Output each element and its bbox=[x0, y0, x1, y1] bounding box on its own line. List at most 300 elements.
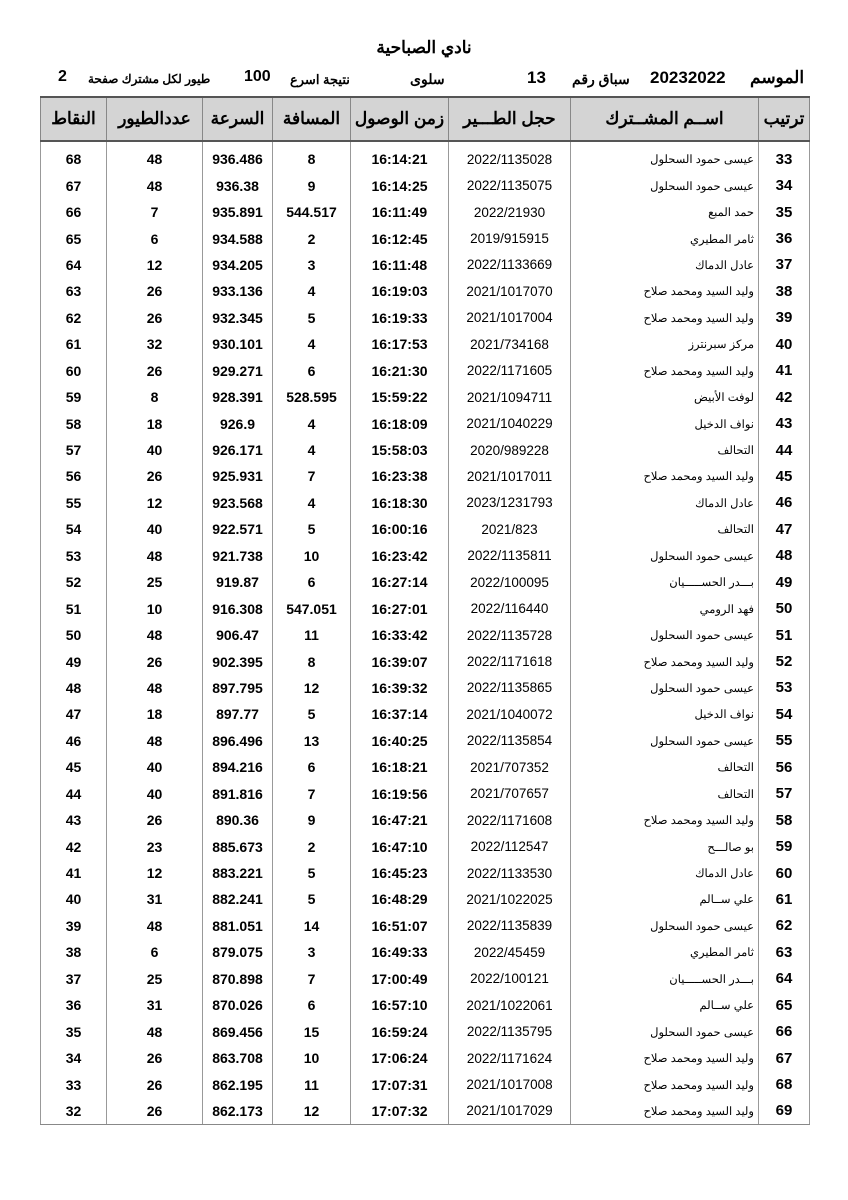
birds-cell: 48 bbox=[107, 141, 203, 172]
rank-cell: 65 bbox=[759, 992, 810, 1018]
ring-cell: 2021/1017004 bbox=[449, 305, 571, 331]
points-cell: 40 bbox=[41, 886, 107, 912]
points-cell: 37 bbox=[41, 966, 107, 992]
time-cell: 16:33:42 bbox=[351, 622, 449, 648]
table-row bbox=[41, 992, 810, 1018]
time-cell: 16:21:30 bbox=[351, 358, 449, 384]
table-row bbox=[41, 1071, 810, 1097]
points-cell: 42 bbox=[41, 833, 107, 859]
participant-cell: فهد الرومي bbox=[571, 595, 759, 621]
speed-cell: 897.795 bbox=[203, 675, 273, 701]
table-row bbox=[41, 860, 810, 886]
table-row bbox=[41, 358, 810, 384]
points-cell: 33 bbox=[41, 1071, 107, 1097]
rank-cell: 63 bbox=[759, 939, 810, 965]
speed-cell: 933.136 bbox=[203, 278, 273, 304]
ring-cell: 2022/1133669 bbox=[449, 252, 571, 278]
speed-cell: 926.171 bbox=[203, 437, 273, 463]
participant-cell: عيسى حمود السحلول bbox=[571, 1018, 759, 1044]
rank-cell: 33 bbox=[759, 141, 810, 172]
participant-cell: ثامر المطيري bbox=[571, 225, 759, 251]
speed-cell: 891.816 bbox=[203, 781, 273, 807]
table-row bbox=[41, 701, 810, 727]
table-row bbox=[41, 886, 810, 912]
participant-cell: بـــدر الحســـــيان bbox=[571, 966, 759, 992]
birds-cell: 26 bbox=[107, 1071, 203, 1097]
distance-cell: 6 bbox=[273, 358, 351, 384]
col-distance: المسافة bbox=[273, 97, 351, 141]
table-row bbox=[41, 543, 810, 569]
points-cell: 68 bbox=[41, 141, 107, 172]
time-cell: 16:18:09 bbox=[351, 410, 449, 436]
speed-cell: 882.241 bbox=[203, 886, 273, 912]
birds-cell: 40 bbox=[107, 781, 203, 807]
rank-cell: 49 bbox=[759, 569, 810, 595]
points-cell: 57 bbox=[41, 437, 107, 463]
rank-cell: 40 bbox=[759, 331, 810, 357]
per-participant-label: طيور لكل مشترك صفحة bbox=[88, 72, 211, 86]
speed-cell: 906.47 bbox=[203, 622, 273, 648]
table-row bbox=[41, 410, 810, 436]
points-cell: 58 bbox=[41, 410, 107, 436]
rank-cell: 46 bbox=[759, 490, 810, 516]
rank-cell: 60 bbox=[759, 860, 810, 886]
ring-cell: 2022/1171618 bbox=[449, 648, 571, 674]
ring-cell: 2022/1133530 bbox=[449, 860, 571, 886]
time-cell: 16:11:49 bbox=[351, 199, 449, 225]
rank-cell: 68 bbox=[759, 1071, 810, 1097]
ring-cell: 2021/1017029 bbox=[449, 1098, 571, 1125]
speed-cell: 862.173 bbox=[203, 1098, 273, 1125]
speed-cell: 879.075 bbox=[203, 939, 273, 965]
birds-cell: 48 bbox=[107, 172, 203, 198]
ring-cell: 2022/100095 bbox=[449, 569, 571, 595]
rank-cell: 44 bbox=[759, 437, 810, 463]
speed-cell: 934.205 bbox=[203, 252, 273, 278]
participant-cell: عادل الدماك bbox=[571, 252, 759, 278]
speed-cell: 922.571 bbox=[203, 516, 273, 542]
time-cell: 16:14:25 bbox=[351, 172, 449, 198]
birds-cell: 18 bbox=[107, 701, 203, 727]
rank-cell: 42 bbox=[759, 384, 810, 410]
distance-cell: 5 bbox=[273, 886, 351, 912]
participant-cell: التحالف bbox=[571, 437, 759, 463]
ring-cell: 2021/1022061 bbox=[449, 992, 571, 1018]
birds-cell: 18 bbox=[107, 410, 203, 436]
table-row bbox=[41, 225, 810, 251]
distance-cell: 5 bbox=[273, 305, 351, 331]
participant-cell: وليد السيد ومحمد صلاح bbox=[571, 278, 759, 304]
speed-cell: 921.738 bbox=[203, 543, 273, 569]
table-row bbox=[41, 172, 810, 198]
rank-cell: 54 bbox=[759, 701, 810, 727]
distance-cell: 7 bbox=[273, 966, 351, 992]
rank-cell: 51 bbox=[759, 622, 810, 648]
distance-cell: 11 bbox=[273, 1071, 351, 1097]
speed-cell: 925.931 bbox=[203, 463, 273, 489]
points-cell: 47 bbox=[41, 701, 107, 727]
speed-cell: 935.891 bbox=[203, 199, 273, 225]
participant-cell: عيسى حمود السحلول bbox=[571, 543, 759, 569]
participant-cell: التحالف bbox=[571, 516, 759, 542]
time-cell: 16:59:24 bbox=[351, 1018, 449, 1044]
speed-cell: 890.36 bbox=[203, 807, 273, 833]
ring-cell: 2022/1135854 bbox=[449, 728, 571, 754]
rank-cell: 41 bbox=[759, 358, 810, 384]
distance-cell: 12 bbox=[273, 675, 351, 701]
time-cell: 16:27:14 bbox=[351, 569, 449, 595]
col-rank: ترتيب bbox=[759, 97, 810, 141]
points-cell: 48 bbox=[41, 675, 107, 701]
birds-cell: 23 bbox=[107, 833, 203, 859]
birds-cell: 48 bbox=[107, 622, 203, 648]
birds-cell: 48 bbox=[107, 728, 203, 754]
results-table bbox=[40, 96, 810, 1125]
points-cell: 56 bbox=[41, 463, 107, 489]
table-row bbox=[41, 833, 810, 859]
ring-cell: 2021/707657 bbox=[449, 781, 571, 807]
birds-cell: 26 bbox=[107, 463, 203, 489]
rank-cell: 52 bbox=[759, 648, 810, 674]
birds-cell: 12 bbox=[107, 490, 203, 516]
rank-cell: 61 bbox=[759, 886, 810, 912]
birds-cell: 12 bbox=[107, 252, 203, 278]
table-row bbox=[41, 437, 810, 463]
speed-cell: 936.38 bbox=[203, 172, 273, 198]
points-cell: 53 bbox=[41, 543, 107, 569]
participant-cell: عيسى حمود السحلول bbox=[571, 913, 759, 939]
birds-cell: 26 bbox=[107, 278, 203, 304]
points-cell: 64 bbox=[41, 252, 107, 278]
ring-cell: 2019/915915 bbox=[449, 225, 571, 251]
rank-cell: 39 bbox=[759, 305, 810, 331]
speed-cell: 930.101 bbox=[203, 331, 273, 357]
birds-cell: 40 bbox=[107, 516, 203, 542]
speed-cell: 928.391 bbox=[203, 384, 273, 410]
rank-cell: 56 bbox=[759, 754, 810, 780]
birds-cell: 26 bbox=[107, 305, 203, 331]
distance-cell: 3 bbox=[273, 252, 351, 278]
birds-cell: 7 bbox=[107, 199, 203, 225]
col-arrival-time: زمن الوصول bbox=[351, 97, 449, 141]
table-row bbox=[41, 516, 810, 542]
time-cell: 17:06:24 bbox=[351, 1045, 449, 1071]
birds-cell: 48 bbox=[107, 675, 203, 701]
distance-cell: 3 bbox=[273, 939, 351, 965]
distance-cell: 4 bbox=[273, 331, 351, 357]
points-cell: 38 bbox=[41, 939, 107, 965]
ring-cell: 2021/707352 bbox=[449, 754, 571, 780]
time-cell: 16:19:33 bbox=[351, 305, 449, 331]
time-cell: 16:14:21 bbox=[351, 141, 449, 172]
rank-cell: 38 bbox=[759, 278, 810, 304]
points-cell: 43 bbox=[41, 807, 107, 833]
participant-cell: لوفت الأبيض bbox=[571, 384, 759, 410]
rank-cell: 48 bbox=[759, 543, 810, 569]
ring-cell: 2023/1231793 bbox=[449, 490, 571, 516]
birds-cell: 32 bbox=[107, 331, 203, 357]
time-cell: 16:48:29 bbox=[351, 886, 449, 912]
distance-cell: 8 bbox=[273, 648, 351, 674]
season-label: الموسم bbox=[750, 68, 805, 87]
distance-cell: 2 bbox=[273, 833, 351, 859]
distance-cell: 5 bbox=[273, 860, 351, 886]
speed-cell: 870.898 bbox=[203, 966, 273, 992]
time-cell: 16:45:23 bbox=[351, 860, 449, 886]
ring-cell: 2021/1017011 bbox=[449, 463, 571, 489]
col-birds: عددالطيور bbox=[107, 97, 203, 141]
speed-cell: 885.673 bbox=[203, 833, 273, 859]
ring-cell: 2022/1135075 bbox=[449, 172, 571, 198]
time-cell: 17:00:49 bbox=[351, 966, 449, 992]
col-points: النقاط bbox=[41, 97, 107, 141]
ring-cell: 2021/734168 bbox=[449, 331, 571, 357]
ring-cell: 2022/112547 bbox=[449, 833, 571, 859]
ring-cell: 2021/1022025 bbox=[449, 886, 571, 912]
birds-cell: 40 bbox=[107, 437, 203, 463]
ring-cell: 2022/1135795 bbox=[449, 1018, 571, 1044]
distance-cell: 4 bbox=[273, 410, 351, 436]
participant-cell: عيسى حمود السحلول bbox=[571, 728, 759, 754]
points-cell: 67 bbox=[41, 172, 107, 198]
points-cell: 36 bbox=[41, 992, 107, 1018]
table-row bbox=[41, 490, 810, 516]
ring-cell: 2020/989228 bbox=[449, 437, 571, 463]
birds-cell: 48 bbox=[107, 1018, 203, 1044]
ring-cell: 2022/45459 bbox=[449, 939, 571, 965]
table-row bbox=[41, 331, 810, 357]
speed-cell: 902.395 bbox=[203, 648, 273, 674]
race-number: 13 bbox=[527, 68, 546, 87]
table-row bbox=[41, 595, 810, 621]
ring-cell: 2021/1017070 bbox=[449, 278, 571, 304]
season-value: 20232022 bbox=[650, 68, 726, 87]
points-cell: 51 bbox=[41, 595, 107, 621]
distance-cell: 544.517 bbox=[273, 199, 351, 225]
time-cell: 16:40:25 bbox=[351, 728, 449, 754]
time-cell: 16:51:07 bbox=[351, 913, 449, 939]
points-cell: 65 bbox=[41, 225, 107, 251]
rank-cell: 50 bbox=[759, 595, 810, 621]
rank-cell: 58 bbox=[759, 807, 810, 833]
participant-cell: وليد السيد ومحمد صلاح bbox=[571, 807, 759, 833]
table-row bbox=[41, 648, 810, 674]
speed-cell: 936.486 bbox=[203, 141, 273, 172]
speed-cell: 934.588 bbox=[203, 225, 273, 251]
points-cell: 66 bbox=[41, 199, 107, 225]
participant-cell: وليد السيد ومحمد صلاح bbox=[571, 463, 759, 489]
distance-cell: 6 bbox=[273, 569, 351, 595]
speed-cell: 894.216 bbox=[203, 754, 273, 780]
points-cell: 39 bbox=[41, 913, 107, 939]
points-cell: 46 bbox=[41, 728, 107, 754]
table-row bbox=[41, 913, 810, 939]
speed-cell: 881.051 bbox=[203, 913, 273, 939]
distance-cell: 11 bbox=[273, 622, 351, 648]
participant-cell: وليد السيد ومحمد صلاح bbox=[571, 358, 759, 384]
time-cell: 16:19:56 bbox=[351, 781, 449, 807]
time-cell: 16:49:33 bbox=[351, 939, 449, 965]
speed-cell: 929.271 bbox=[203, 358, 273, 384]
rank-cell: 66 bbox=[759, 1018, 810, 1044]
participant-cell: التحالف bbox=[571, 781, 759, 807]
rank-cell: 67 bbox=[759, 1045, 810, 1071]
speed-cell: 863.708 bbox=[203, 1045, 273, 1071]
time-cell: 17:07:31 bbox=[351, 1071, 449, 1097]
birds-cell: 8 bbox=[107, 384, 203, 410]
birds-count: 100 bbox=[244, 68, 271, 85]
rank-cell: 55 bbox=[759, 728, 810, 754]
birds-cell: 10 bbox=[107, 595, 203, 621]
time-cell: 17:07:32 bbox=[351, 1098, 449, 1125]
birds-cell: 12 bbox=[107, 860, 203, 886]
points-cell: 32 bbox=[41, 1098, 107, 1125]
ring-cell: 2022/1135728 bbox=[449, 622, 571, 648]
time-cell: 16:39:32 bbox=[351, 675, 449, 701]
distance-cell: 13 bbox=[273, 728, 351, 754]
time-cell: 16:00:16 bbox=[351, 516, 449, 542]
location: سلوى bbox=[410, 71, 445, 87]
table-row bbox=[41, 199, 810, 225]
time-cell: 16:57:10 bbox=[351, 992, 449, 1018]
distance-cell: 7 bbox=[273, 781, 351, 807]
participant-cell: علي ســالم bbox=[571, 886, 759, 912]
participant-cell: بـــدر الحســـــيان bbox=[571, 569, 759, 595]
time-cell: 16:12:45 bbox=[351, 225, 449, 251]
result-label: نتيجة اسرع bbox=[290, 72, 350, 87]
club-title: نادي الصباحية bbox=[376, 38, 472, 57]
speed-cell: 932.345 bbox=[203, 305, 273, 331]
distance-cell: 10 bbox=[273, 543, 351, 569]
distance-cell: 6 bbox=[273, 754, 351, 780]
points-cell: 35 bbox=[41, 1018, 107, 1044]
birds-cell: 26 bbox=[107, 1098, 203, 1125]
birds-cell: 25 bbox=[107, 569, 203, 595]
ring-cell: 2022/21930 bbox=[449, 199, 571, 225]
speed-cell: 869.456 bbox=[203, 1018, 273, 1044]
distance-cell: 528.595 bbox=[273, 384, 351, 410]
distance-cell: 547.051 bbox=[273, 595, 351, 621]
distance-cell: 12 bbox=[273, 1098, 351, 1125]
participant-cell: بو صالـــح bbox=[571, 833, 759, 859]
time-cell: 16:27:01 bbox=[351, 595, 449, 621]
birds-cell: 48 bbox=[107, 543, 203, 569]
time-cell: 15:59:22 bbox=[351, 384, 449, 410]
distance-cell: 6 bbox=[273, 992, 351, 1018]
ring-cell: 2022/1135811 bbox=[449, 543, 571, 569]
table-row bbox=[41, 1098, 810, 1125]
birds-cell: 31 bbox=[107, 886, 203, 912]
header-row bbox=[41, 97, 810, 141]
birds-cell: 31 bbox=[107, 992, 203, 1018]
participant-cell: وليد السيد ومحمد صلاح bbox=[571, 305, 759, 331]
points-cell: 59 bbox=[41, 384, 107, 410]
distance-cell: 4 bbox=[273, 490, 351, 516]
ring-cell: 2022/1135028 bbox=[449, 141, 571, 172]
distance-cell: 15 bbox=[273, 1018, 351, 1044]
distance-cell: 8 bbox=[273, 141, 351, 172]
ring-cell: 2021/1040072 bbox=[449, 701, 571, 727]
participant-cell: عيسى حمود السحلول bbox=[571, 172, 759, 198]
participant-cell: علي ســالم bbox=[571, 992, 759, 1018]
distance-cell: 14 bbox=[273, 913, 351, 939]
speed-cell: 883.221 bbox=[203, 860, 273, 886]
rank-cell: 36 bbox=[759, 225, 810, 251]
table-row bbox=[41, 966, 810, 992]
distance-cell: 2 bbox=[273, 225, 351, 251]
table-row bbox=[41, 384, 810, 410]
ring-cell: 2022/1171608 bbox=[449, 807, 571, 833]
time-cell: 16:23:42 bbox=[351, 543, 449, 569]
distance-cell: 4 bbox=[273, 437, 351, 463]
speed-cell: 916.308 bbox=[203, 595, 273, 621]
birds-cell: 26 bbox=[107, 648, 203, 674]
participant-cell: وليد السيد ومحمد صلاح bbox=[571, 648, 759, 674]
time-cell: 16:47:21 bbox=[351, 807, 449, 833]
points-cell: 49 bbox=[41, 648, 107, 674]
table-row bbox=[41, 305, 810, 331]
points-cell: 63 bbox=[41, 278, 107, 304]
ring-cell: 2022/100121 bbox=[449, 966, 571, 992]
participant-cell: عادل الدماك bbox=[571, 860, 759, 886]
table-row bbox=[41, 1045, 810, 1071]
rank-cell: 69 bbox=[759, 1098, 810, 1125]
rank-cell: 57 bbox=[759, 781, 810, 807]
table-row bbox=[41, 675, 810, 701]
time-cell: 15:58:03 bbox=[351, 437, 449, 463]
ring-cell: 2021/823 bbox=[449, 516, 571, 542]
time-cell: 16:47:10 bbox=[351, 833, 449, 859]
speed-cell: 862.195 bbox=[203, 1071, 273, 1097]
table-row bbox=[41, 569, 810, 595]
speed-cell: 897.77 bbox=[203, 701, 273, 727]
table-row bbox=[41, 781, 810, 807]
rank-cell: 59 bbox=[759, 833, 810, 859]
points-cell: 45 bbox=[41, 754, 107, 780]
speed-cell: 923.568 bbox=[203, 490, 273, 516]
time-cell: 16:37:14 bbox=[351, 701, 449, 727]
birds-cell: 48 bbox=[107, 913, 203, 939]
distance-cell: 7 bbox=[273, 463, 351, 489]
participant-cell: عيسى حمود السحلول bbox=[571, 622, 759, 648]
time-cell: 16:18:30 bbox=[351, 490, 449, 516]
speed-cell: 919.87 bbox=[203, 569, 273, 595]
table-row bbox=[41, 939, 810, 965]
table-row bbox=[41, 728, 810, 754]
rank-cell: 47 bbox=[759, 516, 810, 542]
points-cell: 60 bbox=[41, 358, 107, 384]
ring-cell: 2022/1171624 bbox=[449, 1045, 571, 1071]
rank-cell: 34 bbox=[759, 172, 810, 198]
time-cell: 16:11:48 bbox=[351, 252, 449, 278]
birds-cell: 26 bbox=[107, 1045, 203, 1071]
participant-cell: حمد المبع bbox=[571, 199, 759, 225]
rank-cell: 37 bbox=[759, 252, 810, 278]
ring-cell: 2022/116440 bbox=[449, 595, 571, 621]
time-cell: 16:39:07 bbox=[351, 648, 449, 674]
rank-cell: 35 bbox=[759, 199, 810, 225]
points-cell: 41 bbox=[41, 860, 107, 886]
ring-cell: 2022/1171605 bbox=[449, 358, 571, 384]
ring-cell: 2021/1094711 bbox=[449, 384, 571, 410]
speed-cell: 896.496 bbox=[203, 728, 273, 754]
birds-cell: 25 bbox=[107, 966, 203, 992]
rank-cell: 64 bbox=[759, 966, 810, 992]
rank-cell: 45 bbox=[759, 463, 810, 489]
page-number: 2 bbox=[58, 68, 67, 85]
participant-cell: نواف الدخيل bbox=[571, 410, 759, 436]
birds-cell: 26 bbox=[107, 358, 203, 384]
